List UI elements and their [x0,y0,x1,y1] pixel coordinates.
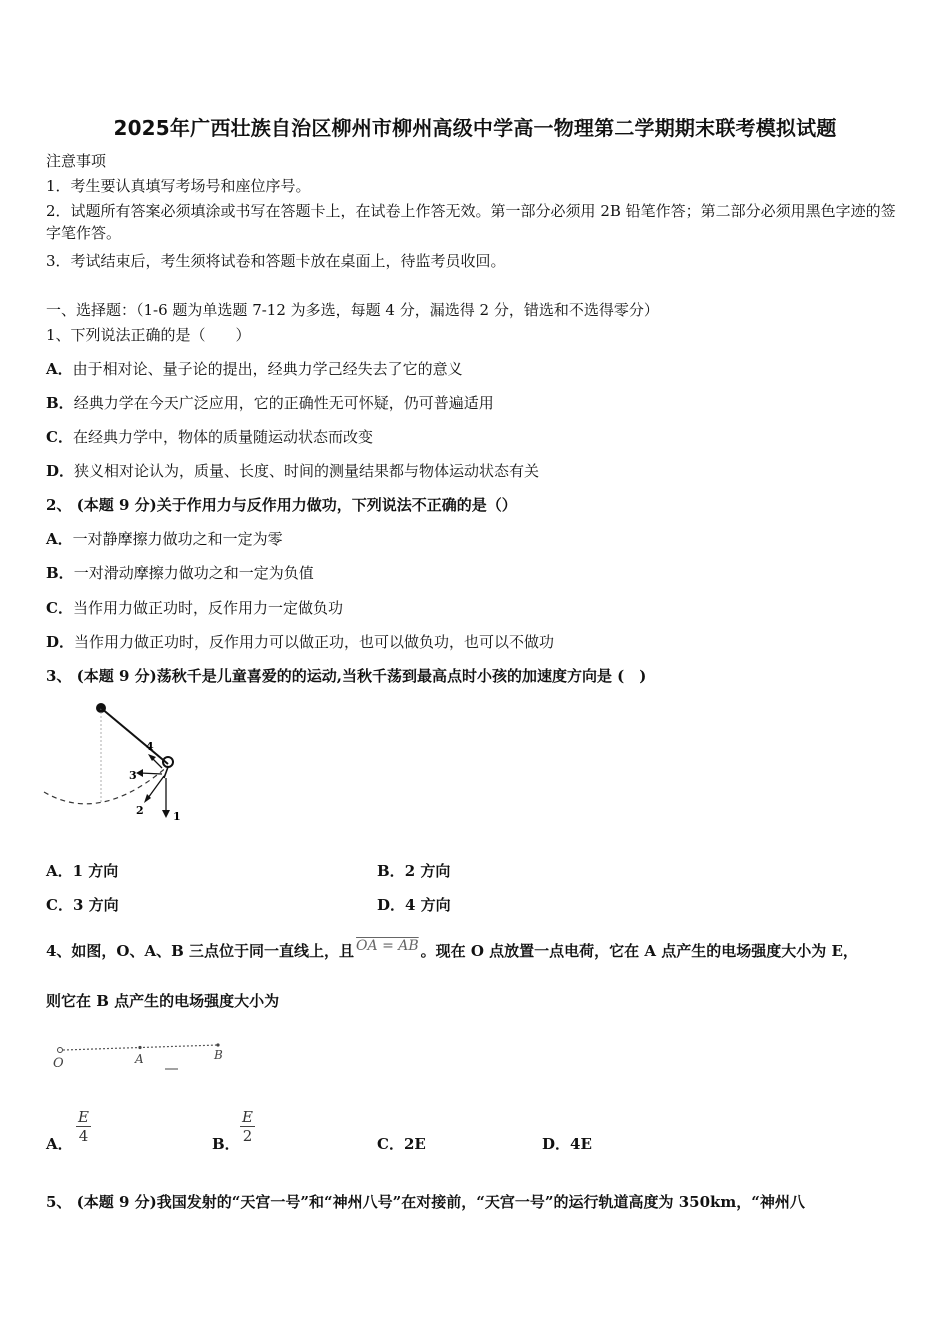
question-4-stem-line2: 则它在 B 点产生的电场强度大小为 [46,992,280,1010]
q1-option-a: A．由于相对论、量子论的提出，经典力学己经失去了它的意义 [46,360,463,378]
question-2-stem: 2、 (本题 9 分)关于作用力与反作用力做功，下列说法不正确的是（） [46,496,517,514]
notice-item-1: 1．考生要认真填写考场号和座位序号。 [46,177,311,195]
diagram-label-a: A [135,1052,144,1066]
q4-option-b-letter: B． [212,1135,240,1153]
diagram-label-o: O [53,1056,64,1071]
q3-option-b: B．2 方向 [377,862,451,880]
q2-option-d: D．当作用力做正功时，反作用力可以做正功，也可以做负功，也可以不做功 [46,633,555,651]
swing-label-2: 2 [136,804,144,817]
q2-option-c: C．当作用力做正功时，反作用力一定做负功 [46,599,343,617]
notice-heading: 注意事项 [46,152,107,170]
q2-option-b: B．一对滑动摩擦力做功之和一定为负值 [46,564,314,582]
swing-label-3: 3 [129,769,137,782]
question-5-stem: 5、 (本题 9 分)我国发射的“天宫一号”和“神州八号”在对接前，“天宫一号”的运行轨道高度为 350km，“神州八 [46,1193,805,1211]
page-title: 2025年广西壮族自治区柳州市柳州高级中学高一物理第二学期期末联考模拟试题 [113,116,837,140]
q1-option-c: C．在经典力学中，物体的质量随运动状态而改变 [46,428,373,446]
question-3-stem: 3、 (本题 9 分)荡秋千是儿童喜爱的的运动,当秋千荡到最高点时小孩的加速度方向是 ( ) [46,667,647,685]
swing-label-4: 4 [146,740,154,753]
q3-option-d: D．4 方向 [377,896,451,914]
q1-option-d: D．狭义相对论认为，质量、长度、时间的测量结果都与物体运动状态有关 [46,462,540,480]
question-1-stem: 1、下列说法正确的是（ ） [46,326,251,344]
q4-formula: OA = AB [356,938,419,954]
oab-line-diagram [50,1040,230,1075]
section-heading: 一、选择题：（1-6 题为单选题 7-12 为多选，每题 4 分，漏选得 2 分，错选和不选得零分） [46,301,659,319]
diagram-label-b: B [214,1048,223,1062]
q2-option-a: A．一对静摩擦力做功之和一定为零 [46,530,283,548]
swing-diagram [40,700,200,830]
q4-option-c: C．2E [377,1135,426,1153]
q3-option-a: A．1 方向 [46,862,119,880]
q4-option-a-letter: A． [46,1135,73,1153]
q3-option-c: C．3 方向 [46,896,119,914]
q4-option-d: D．4E [542,1135,592,1153]
swing-label-1: 1 [173,810,181,823]
q1-option-b: B．经典力学在今天广泛应用，它的正确性无可怀疑，仍可普遍适用 [46,394,494,412]
question-4-stem: 4、如图，O、A、B 三点位于同一直线上，且 OA = AB 。现在 O 点放置一点电荷，它在 A 点产生的电场强度大小为 E， [46,940,858,963]
q4-option-a-fraction: $\frac{E}{4}$ [78,1108,89,1145]
notice-item-2: 2．试题所有答案必须填涂或书写在答题卡上，在试卷上作答无效。第一部分必须用 2B 铅笔作答；第二部分必须用黑色字迹的签字笔作答。 [46,202,896,242]
q4-option-b-fraction: $\frac{E}{2}$ [242,1108,253,1145]
notice-item-3: 3．考试结束后，考生须将试卷和答题卡放在桌面上，待监考员收回。 [46,252,506,270]
